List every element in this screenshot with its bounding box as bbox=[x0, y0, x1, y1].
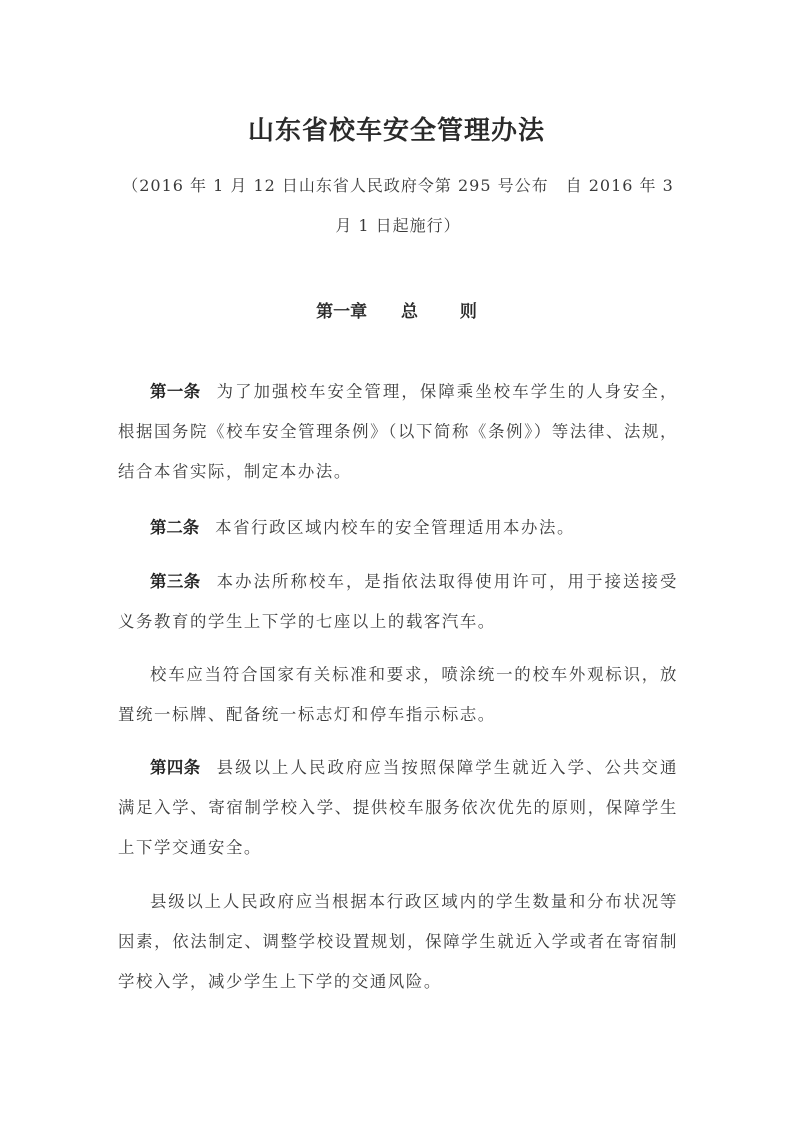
paragraph-text: 县级以上人民政府应当根据本行政区域内的学生数量和分布状况等因素，依法制定、调整学校设置规划，保障学生就近入学或者在寄宿制学校入学，减少学生上下学的交通风险。 bbox=[118, 892, 678, 991]
paragraph-text: 校车应当符合国家有关标准和要求，喷涂统一的校车外观标识，放置统一标牌、配备统一标志灯和停车指示标志。 bbox=[118, 665, 678, 724]
article-label: 第四条 bbox=[150, 758, 201, 777]
article-label: 第一条 bbox=[150, 382, 201, 401]
article-text: 本省行政区域内校车的安全管理适用本办法。 bbox=[215, 518, 575, 537]
article-text: 县级以上人民政府应当按照保障学生就近入学、公共交通满足入学、寄宿制学校入学、提供校车服务依次优先的原则，保障学生上下学交通安全。 bbox=[118, 758, 678, 857]
article-3 bbox=[118, 562, 678, 642]
article-4 bbox=[118, 748, 678, 868]
article-4-paragraph-2 bbox=[118, 882, 678, 1002]
document-subtitle: （2016 年 1 月 12 日山东省人民政府令第 295 号公布 自 2016 年 3 月 1 日起施行） bbox=[122, 176, 674, 235]
chapter-name-part1: 总 bbox=[401, 302, 418, 322]
article-text: 为了加强校车安全管理，保障乘坐校车学生的人身安全，根据国务院《校车安全管理条例》（以下简称《条例》）等法律、法规，结合本省实际，制定本办法。 bbox=[118, 382, 678, 481]
article-2 bbox=[118, 508, 678, 548]
chapter-number: 第一章 bbox=[316, 302, 368, 322]
chapter-name-part2: 则 bbox=[459, 302, 477, 322]
article-3-paragraph-2 bbox=[118, 655, 678, 735]
document-title: 山东省校车安全管理办法 bbox=[247, 116, 545, 146]
article-label: 第三条 bbox=[150, 572, 201, 591]
article-label: 第二条 bbox=[150, 518, 200, 537]
article-text: 本办法所称校车，是指依法取得使用许可，用于接送接受义务教育的学生上下学的七座以上的载客汽车。 bbox=[118, 572, 678, 631]
chapter-heading bbox=[0, 297, 793, 322]
article-1 bbox=[118, 372, 678, 492]
